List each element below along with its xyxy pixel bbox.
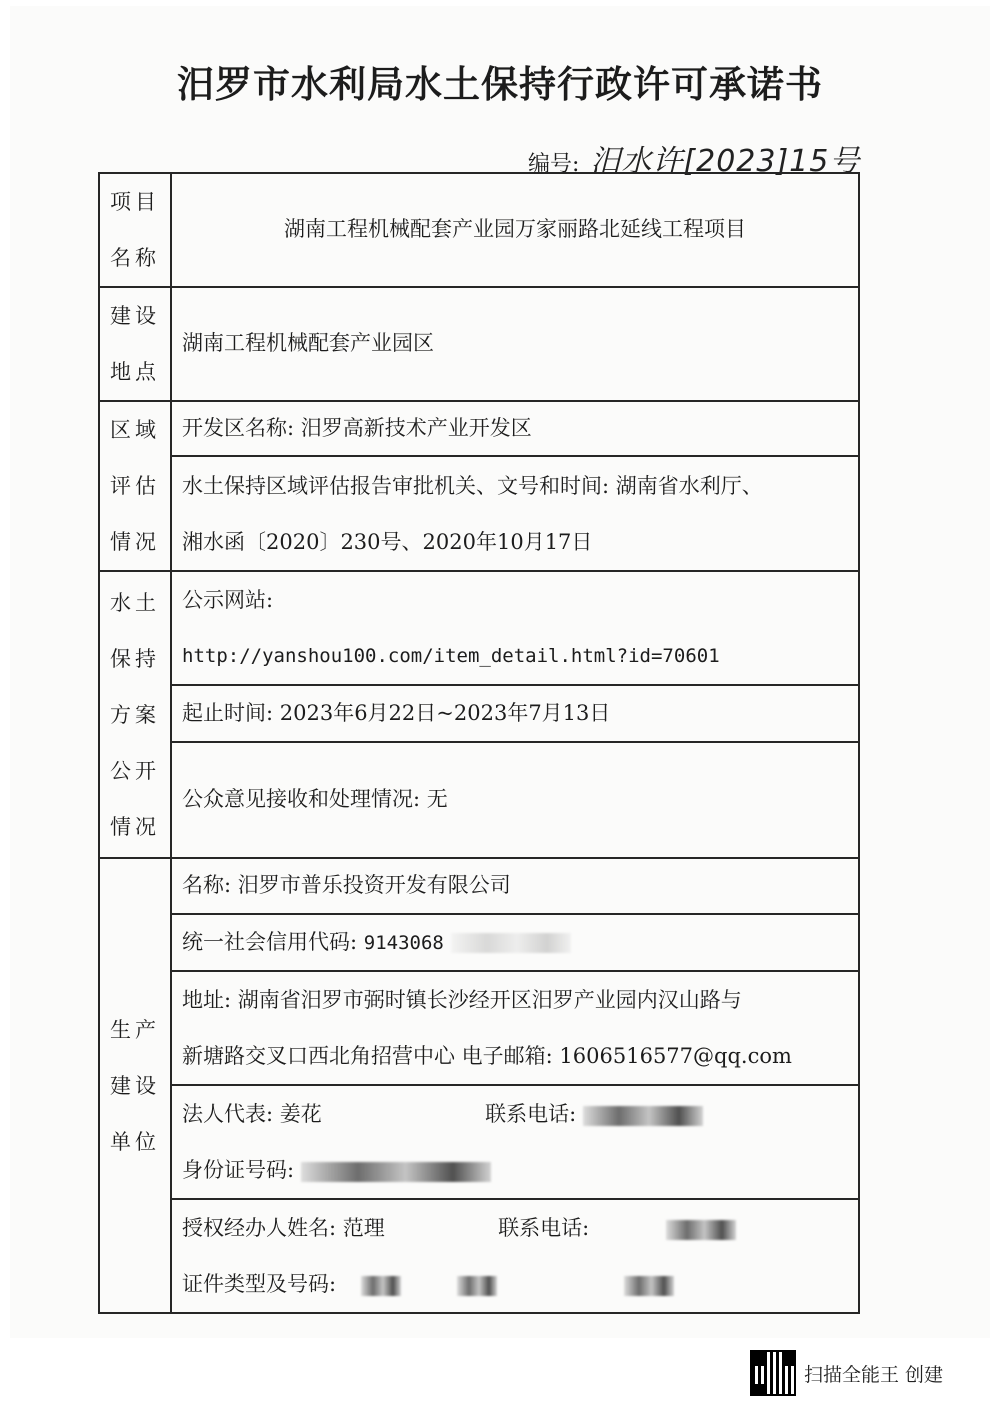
assessment-approval: 水土保持区域评估报告审批机关、文号和时间: 湖南省水利厅、 湘水函〔2020〕230号、2020年10月17日 bbox=[171, 456, 859, 571]
row-assessment-2 bbox=[99, 456, 859, 571]
dev-zone-name: 开发区名称: 汨罗高新技术产业开发区 bbox=[171, 401, 859, 456]
project-name-value: 湖南工程机械配套产业园万家丽路北延线工程项目 bbox=[171, 173, 859, 287]
redacted-block bbox=[457, 1276, 497, 1296]
redacted-block bbox=[624, 1276, 674, 1296]
doc-number-value: 汨水许[2023]15号 bbox=[590, 144, 861, 179]
label-location: 建设 地点 bbox=[99, 287, 171, 401]
row-assessment-1 bbox=[99, 401, 859, 456]
redacted-block bbox=[583, 1106, 703, 1126]
row-disclosure-2 bbox=[99, 685, 859, 742]
website-url: http://yanshou100.com/item_detail.html?id=70601 bbox=[182, 645, 720, 667]
label-project-name: 项目 名称 bbox=[99, 173, 171, 287]
label-disclosure: 水土 保持 方案 公开 情况 bbox=[99, 571, 171, 858]
label-assessment: 区域 评估 情况 bbox=[99, 401, 171, 571]
qr-code-icon bbox=[750, 1350, 796, 1396]
redacted-block bbox=[451, 933, 571, 953]
public-opinion: 公众意见接收和处理情况: 无 bbox=[171, 742, 859, 858]
commitment-form-table bbox=[98, 172, 860, 1314]
label-unit: 生产 建设 单位 bbox=[99, 858, 171, 1313]
row-unit-name bbox=[99, 858, 859, 914]
legal-rep: 法人代表: 姜花 联系电话: 身份证号码: bbox=[171, 1085, 859, 1199]
row-credit-code bbox=[99, 914, 859, 971]
unit-address: 地址: 湖南省汨罗市弼时镇长沙经开区汨罗产业园内汉山路与 新塘路交叉口西北角招营中心 电子邮箱: 1606516577@qq.com bbox=[171, 971, 859, 1085]
row-agent bbox=[99, 1199, 859, 1313]
credit-code: 统一社会信用代码: 9143068 bbox=[171, 914, 859, 971]
legal-rep-name: 姜花 bbox=[279, 1102, 322, 1126]
location-value: 湖南工程机械配套产业园区 bbox=[171, 287, 859, 401]
authorized-agent: 授权经办人姓名: 范理 联系电话: 证件类型及号码: bbox=[171, 1199, 859, 1313]
redacted-block bbox=[666, 1220, 736, 1240]
disclosure-website: 公示网站: http://yanshou100.com/item_detail.html?id=70601 bbox=[171, 571, 859, 685]
row-disclosure-3 bbox=[99, 742, 859, 858]
doc-number-label: 编号: bbox=[528, 152, 580, 177]
row-legal-rep bbox=[99, 1085, 859, 1199]
redacted-block bbox=[301, 1162, 491, 1182]
row-address bbox=[99, 971, 859, 1085]
disclosure-period: 起止时间: 2023年6月22日~2023年7月13日 bbox=[171, 685, 859, 742]
row-project-name bbox=[99, 173, 859, 287]
redacted-block bbox=[361, 1276, 401, 1296]
agent-name: 范理 bbox=[342, 1216, 385, 1240]
page-title: 汨罗市水利局水土保持行政许可承诺书 bbox=[177, 62, 823, 106]
row-disclosure-1 bbox=[99, 571, 859, 685]
watermark-text: 扫描全能王 创建 bbox=[804, 1363, 944, 1386]
row-location bbox=[99, 287, 859, 401]
unit-name: 名称: 汨罗市普乐投资开发有限公司 bbox=[171, 858, 859, 914]
scanner-watermark bbox=[750, 1348, 943, 1398]
